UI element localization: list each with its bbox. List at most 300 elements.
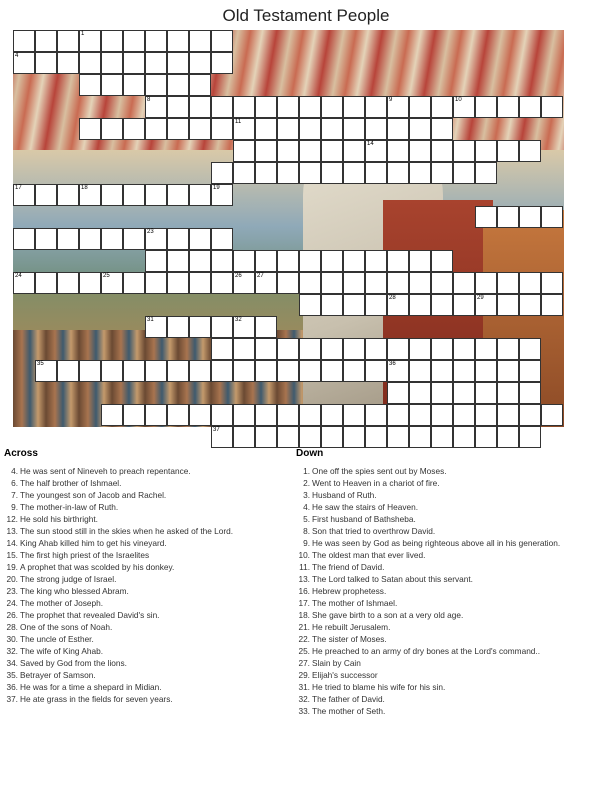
crossword-cell[interactable] xyxy=(409,426,431,448)
crossword-cell[interactable] xyxy=(233,272,255,294)
clue-number-label: 18. xyxy=(298,610,310,620)
clue-item xyxy=(4,645,289,657)
crossword-cell[interactable] xyxy=(387,140,409,162)
crossword-cell[interactable] xyxy=(123,74,145,96)
clue-text: Went to Heaven in a chariot of fire. xyxy=(312,478,440,488)
crossword-cell[interactable] xyxy=(123,184,145,206)
crossword-cell[interactable] xyxy=(409,294,431,316)
crossword-cell[interactable] xyxy=(519,140,541,162)
crossword-cell[interactable] xyxy=(387,272,409,294)
crossword-cell[interactable] xyxy=(365,294,387,316)
crossword-cell[interactable] xyxy=(211,52,233,74)
crossword-cell[interactable] xyxy=(431,118,453,140)
crossword-cell[interactable] xyxy=(123,52,145,74)
crossword-cell[interactable] xyxy=(189,74,211,96)
crossword-cell[interactable] xyxy=(387,382,409,404)
crossword-cell[interactable] xyxy=(497,338,519,360)
crossword-cell[interactable] xyxy=(277,118,299,140)
crossword-cell[interactable] xyxy=(343,162,365,184)
crossword-cell[interactable] xyxy=(145,272,167,294)
crossword-cell[interactable] xyxy=(299,404,321,426)
crossword-cell[interactable] xyxy=(321,360,343,382)
crossword-cell[interactable] xyxy=(497,360,519,382)
crossword-cell[interactable] xyxy=(211,338,233,360)
crossword-cell[interactable] xyxy=(321,272,343,294)
crossword-cell[interactable] xyxy=(79,272,101,294)
crossword-cell[interactable] xyxy=(211,316,233,338)
crossword-cell[interactable] xyxy=(541,96,563,118)
crossword-cell[interactable] xyxy=(365,96,387,118)
crossword-cell[interactable] xyxy=(299,338,321,360)
crossword-cell[interactable] xyxy=(453,404,475,426)
crossword-cell[interactable] xyxy=(475,382,497,404)
crossword-cell[interactable] xyxy=(497,404,519,426)
crossword-cell[interactable] xyxy=(343,118,365,140)
crossword-cell[interactable] xyxy=(255,140,277,162)
crossword-cell[interactable] xyxy=(189,360,211,382)
crossword-cell[interactable] xyxy=(189,316,211,338)
crossword-cell[interactable] xyxy=(189,52,211,74)
crossword-cell[interactable] xyxy=(57,228,79,250)
crossword-cell[interactable] xyxy=(233,140,255,162)
crossword-cell[interactable] xyxy=(475,294,497,316)
clue-number-label: 12. xyxy=(6,514,18,524)
crossword-cell[interactable] xyxy=(57,184,79,206)
crossword-cell[interactable] xyxy=(189,184,211,206)
crossword-cell[interactable] xyxy=(233,250,255,272)
crossword-cell[interactable] xyxy=(189,30,211,52)
crossword-cell[interactable] xyxy=(343,404,365,426)
crossword-cell[interactable] xyxy=(431,140,453,162)
crossword-cell[interactable] xyxy=(167,118,189,140)
crossword-cell[interactable] xyxy=(277,162,299,184)
crossword-cell[interactable] xyxy=(255,272,277,294)
crossword-cell[interactable] xyxy=(299,426,321,448)
crossword-cell[interactable] xyxy=(519,404,541,426)
crossword-cell[interactable] xyxy=(409,96,431,118)
crossword-cell[interactable] xyxy=(211,30,233,52)
crossword-grid xyxy=(13,30,564,433)
crossword-cell[interactable] xyxy=(233,426,255,448)
crossword-cell[interactable] xyxy=(387,250,409,272)
clue-text: A prophet that was scolded by his donkey. xyxy=(20,562,175,572)
clue-number-label: 21. xyxy=(298,622,310,632)
crossword-cell[interactable] xyxy=(233,96,255,118)
crossword-cell[interactable] xyxy=(101,404,123,426)
crossword-cell[interactable] xyxy=(431,360,453,382)
crossword-cell[interactable] xyxy=(343,250,365,272)
crossword-cell[interactable] xyxy=(233,404,255,426)
clue-item xyxy=(296,465,596,477)
clue-text: He sold his birthright. xyxy=(20,514,98,524)
crossword-cell[interactable] xyxy=(13,184,35,206)
crossword-cell[interactable] xyxy=(255,162,277,184)
crossword-cell[interactable] xyxy=(387,162,409,184)
crossword-cell[interactable] xyxy=(321,404,343,426)
crossword-cell[interactable] xyxy=(167,184,189,206)
crossword-cell[interactable] xyxy=(211,184,233,206)
crossword-cell[interactable] xyxy=(145,404,167,426)
crossword-cell[interactable] xyxy=(453,162,475,184)
crossword-cell[interactable] xyxy=(475,96,497,118)
crossword-cell[interactable] xyxy=(299,96,321,118)
crossword-cell[interactable] xyxy=(123,30,145,52)
crossword-cell[interactable] xyxy=(387,294,409,316)
crossword-cell[interactable] xyxy=(79,184,101,206)
clue-number: 35 xyxy=(37,361,44,367)
clue-number-label: 9. xyxy=(303,538,310,548)
crossword-cell[interactable] xyxy=(409,338,431,360)
crossword-cell[interactable] xyxy=(453,360,475,382)
crossword-cell[interactable] xyxy=(387,426,409,448)
clue-item xyxy=(4,681,289,693)
crossword-cell[interactable] xyxy=(343,96,365,118)
crossword-cell[interactable] xyxy=(343,426,365,448)
crossword-cell[interactable] xyxy=(453,272,475,294)
crossword-cell[interactable] xyxy=(299,360,321,382)
crossword-cell[interactable] xyxy=(123,272,145,294)
crossword-cell[interactable] xyxy=(167,316,189,338)
crossword-cell[interactable] xyxy=(57,360,79,382)
clue-number-label: 5. xyxy=(303,514,310,524)
crossword-cell[interactable] xyxy=(299,294,321,316)
clue-text: The king who blessed Abram. xyxy=(20,586,129,596)
crossword-cell[interactable] xyxy=(101,30,123,52)
crossword-cell[interactable] xyxy=(79,30,101,52)
crossword-cell[interactable] xyxy=(255,404,277,426)
crossword-cell[interactable] xyxy=(101,272,123,294)
crossword-cell[interactable] xyxy=(519,96,541,118)
clue-item xyxy=(4,537,289,549)
crossword-cell[interactable] xyxy=(321,250,343,272)
crossword-cell[interactable] xyxy=(475,338,497,360)
clue-item xyxy=(296,693,596,705)
crossword-cell[interactable] xyxy=(475,426,497,448)
crossword-cell[interactable] xyxy=(409,382,431,404)
crossword-cell[interactable] xyxy=(277,360,299,382)
crossword-cell[interactable] xyxy=(167,228,189,250)
crossword-cell[interactable] xyxy=(409,118,431,140)
crossword-cell[interactable] xyxy=(255,360,277,382)
crossword-cell[interactable] xyxy=(123,360,145,382)
crossword-cell[interactable] xyxy=(255,118,277,140)
crossword-cell[interactable] xyxy=(211,162,233,184)
crossword-cell[interactable] xyxy=(167,404,189,426)
crossword-cell[interactable] xyxy=(387,360,409,382)
crossword-cell[interactable] xyxy=(387,96,409,118)
crossword-cell[interactable] xyxy=(431,162,453,184)
crossword-cell[interactable] xyxy=(321,140,343,162)
crossword-cell[interactable] xyxy=(409,162,431,184)
crossword-cell[interactable] xyxy=(167,272,189,294)
crossword-cell[interactable] xyxy=(79,228,101,250)
crossword-cell[interactable] xyxy=(277,338,299,360)
crossword-cell[interactable] xyxy=(79,74,101,96)
crossword-cell[interactable] xyxy=(79,52,101,74)
crossword-cell[interactable] xyxy=(321,338,343,360)
crossword-cell[interactable] xyxy=(79,118,101,140)
crossword-cell[interactable] xyxy=(497,140,519,162)
crossword-cell[interactable] xyxy=(145,118,167,140)
crossword-cell[interactable] xyxy=(167,74,189,96)
crossword-cell[interactable] xyxy=(13,30,35,52)
crossword-cell[interactable] xyxy=(365,272,387,294)
crossword-cell[interactable] xyxy=(453,140,475,162)
crossword-cell[interactable] xyxy=(321,162,343,184)
clue-item xyxy=(296,621,596,633)
crossword-cell[interactable] xyxy=(365,140,387,162)
crossword-cell[interactable] xyxy=(233,118,255,140)
crossword-cell[interactable] xyxy=(167,30,189,52)
crossword-cell[interactable] xyxy=(123,404,145,426)
crossword-cell[interactable] xyxy=(189,250,211,272)
crossword-cell[interactable] xyxy=(35,228,57,250)
clue-number: 8 xyxy=(147,97,151,103)
crossword-cell[interactable] xyxy=(321,96,343,118)
clue-number-label: 11. xyxy=(299,562,310,572)
crossword-cell[interactable] xyxy=(387,338,409,360)
crossword-cell[interactable] xyxy=(365,250,387,272)
crossword-cell[interactable] xyxy=(453,426,475,448)
crossword-cell[interactable] xyxy=(365,426,387,448)
crossword-cell[interactable] xyxy=(387,404,409,426)
crossword-cell[interactable] xyxy=(145,316,167,338)
clue-text: He ate grass in the fields for seven years. xyxy=(20,694,173,704)
crossword-cell[interactable] xyxy=(453,382,475,404)
crossword-cell[interactable] xyxy=(431,426,453,448)
crossword-cell[interactable] xyxy=(167,360,189,382)
crossword-cell[interactable] xyxy=(233,360,255,382)
crossword-cell[interactable] xyxy=(409,250,431,272)
crossword-cell[interactable] xyxy=(365,360,387,382)
crossword-cell[interactable] xyxy=(343,294,365,316)
crossword-cell[interactable] xyxy=(233,338,255,360)
crossword-cell[interactable] xyxy=(541,404,563,426)
crossword-cell[interactable] xyxy=(277,272,299,294)
crossword-cell[interactable] xyxy=(189,118,211,140)
crossword-cell[interactable] xyxy=(409,272,431,294)
crossword-cell[interactable] xyxy=(299,118,321,140)
crossword-cell[interactable] xyxy=(277,96,299,118)
crossword-cell[interactable] xyxy=(343,140,365,162)
crossword-cell[interactable] xyxy=(13,228,35,250)
crossword-cell[interactable] xyxy=(519,338,541,360)
crossword-cell[interactable] xyxy=(519,382,541,404)
crossword-cell[interactable] xyxy=(35,272,57,294)
crossword-cell[interactable] xyxy=(233,162,255,184)
crossword-cell[interactable] xyxy=(277,404,299,426)
crossword-cell[interactable] xyxy=(497,382,519,404)
crossword-cell[interactable] xyxy=(145,360,167,382)
crossword-cell[interactable] xyxy=(277,426,299,448)
crossword-cell[interactable] xyxy=(35,52,57,74)
crossword-cell[interactable] xyxy=(475,206,497,228)
crossword-cell[interactable] xyxy=(255,338,277,360)
crossword-cell[interactable] xyxy=(409,360,431,382)
clue-text: The wife of King Ahab. xyxy=(20,646,104,656)
crossword-cell[interactable] xyxy=(211,250,233,272)
crossword-cell[interactable] xyxy=(57,52,79,74)
clue-item xyxy=(296,609,596,621)
crossword-cell[interactable] xyxy=(145,184,167,206)
crossword-cell[interactable] xyxy=(255,250,277,272)
crossword-cell[interactable] xyxy=(541,272,563,294)
crossword-cell[interactable] xyxy=(541,294,563,316)
clue-text: The mother of Joseph. xyxy=(20,598,104,608)
clue-number-label: 32. xyxy=(298,694,310,704)
crossword-cell[interactable] xyxy=(409,140,431,162)
crossword-cell[interactable] xyxy=(233,316,255,338)
crossword-cell[interactable] xyxy=(299,162,321,184)
crossword-cell[interactable] xyxy=(101,360,123,382)
crossword-cell[interactable] xyxy=(321,426,343,448)
crossword-cell[interactable] xyxy=(497,96,519,118)
crossword-cell[interactable] xyxy=(299,250,321,272)
crossword-cell[interactable] xyxy=(189,272,211,294)
crossword-cell[interactable] xyxy=(541,206,563,228)
crossword-cell[interactable] xyxy=(365,118,387,140)
clue-number-label: 34. xyxy=(6,658,18,668)
crossword-cell[interactable] xyxy=(277,250,299,272)
clue-text: He tried to blame his wife for his sin. xyxy=(312,682,446,692)
clue-text: The oldest man that ever lived. xyxy=(312,550,426,560)
crossword-cell[interactable] xyxy=(57,30,79,52)
crossword-cell[interactable] xyxy=(387,118,409,140)
clue-item xyxy=(4,465,289,477)
crossword-cell[interactable] xyxy=(145,74,167,96)
crossword-cell[interactable] xyxy=(519,426,541,448)
crossword-cell[interactable] xyxy=(145,96,167,118)
clue-number: 37 xyxy=(213,427,220,433)
crossword-cell[interactable] xyxy=(431,250,453,272)
crossword-cell[interactable] xyxy=(35,184,57,206)
clue-number: 25 xyxy=(103,273,110,279)
crossword-cell[interactable] xyxy=(299,140,321,162)
crossword-cell[interactable] xyxy=(365,162,387,184)
crossword-cell[interactable] xyxy=(299,272,321,294)
crossword-cell[interactable] xyxy=(145,228,167,250)
crossword-cell[interactable] xyxy=(211,96,233,118)
crossword-cell[interactable] xyxy=(145,30,167,52)
crossword-cell[interactable] xyxy=(255,426,277,448)
crossword-cell[interactable] xyxy=(57,272,79,294)
crossword-cell[interactable] xyxy=(343,272,365,294)
crossword-cell[interactable] xyxy=(145,250,167,272)
crossword-cell[interactable] xyxy=(211,360,233,382)
clue-number: 1 xyxy=(81,31,85,37)
crossword-cell[interactable] xyxy=(343,338,365,360)
crossword-cell[interactable] xyxy=(431,338,453,360)
crossword-cell[interactable] xyxy=(475,162,497,184)
crossword-cell[interactable] xyxy=(431,272,453,294)
crossword-cell[interactable] xyxy=(101,184,123,206)
crossword-cell[interactable] xyxy=(321,118,343,140)
crossword-cell[interactable] xyxy=(475,360,497,382)
crossword-cell[interactable] xyxy=(365,404,387,426)
crossword-cell[interactable] xyxy=(475,272,497,294)
crossword-cell[interactable] xyxy=(123,228,145,250)
clue-number: 23 xyxy=(147,229,154,235)
crossword-cell[interactable] xyxy=(497,426,519,448)
clue-number-label: 4. xyxy=(11,466,18,476)
crossword-cell[interactable] xyxy=(13,272,35,294)
across-clues xyxy=(4,448,289,705)
crossword-cell[interactable] xyxy=(211,118,233,140)
crossword-cell[interactable] xyxy=(453,338,475,360)
crossword-cell[interactable] xyxy=(101,228,123,250)
crossword-cell[interactable] xyxy=(453,96,475,118)
crossword-cell[interactable] xyxy=(475,140,497,162)
clue-item xyxy=(296,513,596,525)
crossword-cell[interactable] xyxy=(167,52,189,74)
crossword-cell[interactable] xyxy=(431,382,453,404)
crossword-cell[interactable] xyxy=(519,360,541,382)
clue-item xyxy=(4,597,289,609)
crossword-cell[interactable] xyxy=(123,118,145,140)
crossword-cell[interactable] xyxy=(255,316,277,338)
crossword-cell[interactable] xyxy=(519,206,541,228)
clue-number: 18 xyxy=(81,185,88,191)
crossword-cell[interactable] xyxy=(35,360,57,382)
crossword-cell[interactable] xyxy=(211,272,233,294)
crossword-cell[interactable] xyxy=(211,228,233,250)
crossword-cell[interactable] xyxy=(189,96,211,118)
clue-item xyxy=(4,693,289,705)
crossword-cell[interactable] xyxy=(365,338,387,360)
crossword-cell[interactable] xyxy=(211,404,233,426)
crossword-cell[interactable] xyxy=(167,96,189,118)
clue-number: 26 xyxy=(235,273,242,279)
crossword-cell[interactable] xyxy=(497,294,519,316)
clue-item xyxy=(296,669,596,681)
clue-text: He preached to an army of dry bones at the Lord's command.. xyxy=(312,646,541,656)
crossword-cell[interactable] xyxy=(519,294,541,316)
crossword-cell[interactable] xyxy=(145,52,167,74)
crossword-cell[interactable] xyxy=(453,294,475,316)
crossword-cell[interactable] xyxy=(35,30,57,52)
crossword-cell[interactable] xyxy=(431,96,453,118)
crossword-cell[interactable] xyxy=(277,140,299,162)
crossword-cell[interactable] xyxy=(101,118,123,140)
clue-item xyxy=(296,501,596,513)
crossword-cell[interactable] xyxy=(343,360,365,382)
crossword-cell[interactable] xyxy=(101,74,123,96)
clue-text: The mother of Seth. xyxy=(312,706,386,716)
crossword-cell[interactable] xyxy=(321,294,343,316)
crossword-cell[interactable] xyxy=(13,52,35,74)
crossword-cell[interactable] xyxy=(497,272,519,294)
clue-text: King Ahab killed him to get his vineyard. xyxy=(20,538,167,548)
clue-number-label: 29. xyxy=(298,670,310,680)
crossword-cell[interactable] xyxy=(431,404,453,426)
crossword-cell[interactable] xyxy=(519,272,541,294)
crossword-cell[interactable] xyxy=(189,228,211,250)
crossword-cell[interactable] xyxy=(409,404,431,426)
crossword-cell[interactable] xyxy=(101,52,123,74)
clue-item xyxy=(296,705,596,717)
crossword-cell[interactable] xyxy=(167,250,189,272)
crossword-cell[interactable] xyxy=(475,404,497,426)
crossword-cell[interactable] xyxy=(79,360,101,382)
clue-number: 11 xyxy=(235,119,242,125)
crossword-cell[interactable] xyxy=(431,294,453,316)
crossword-cell[interactable] xyxy=(255,96,277,118)
crossword-cell[interactable] xyxy=(497,206,519,228)
crossword-cell[interactable] xyxy=(211,426,233,448)
clue-text: The prophet that revealed David's sin. xyxy=(20,610,160,620)
crossword-cell[interactable] xyxy=(189,404,211,426)
clue-number: 27 xyxy=(257,273,264,279)
